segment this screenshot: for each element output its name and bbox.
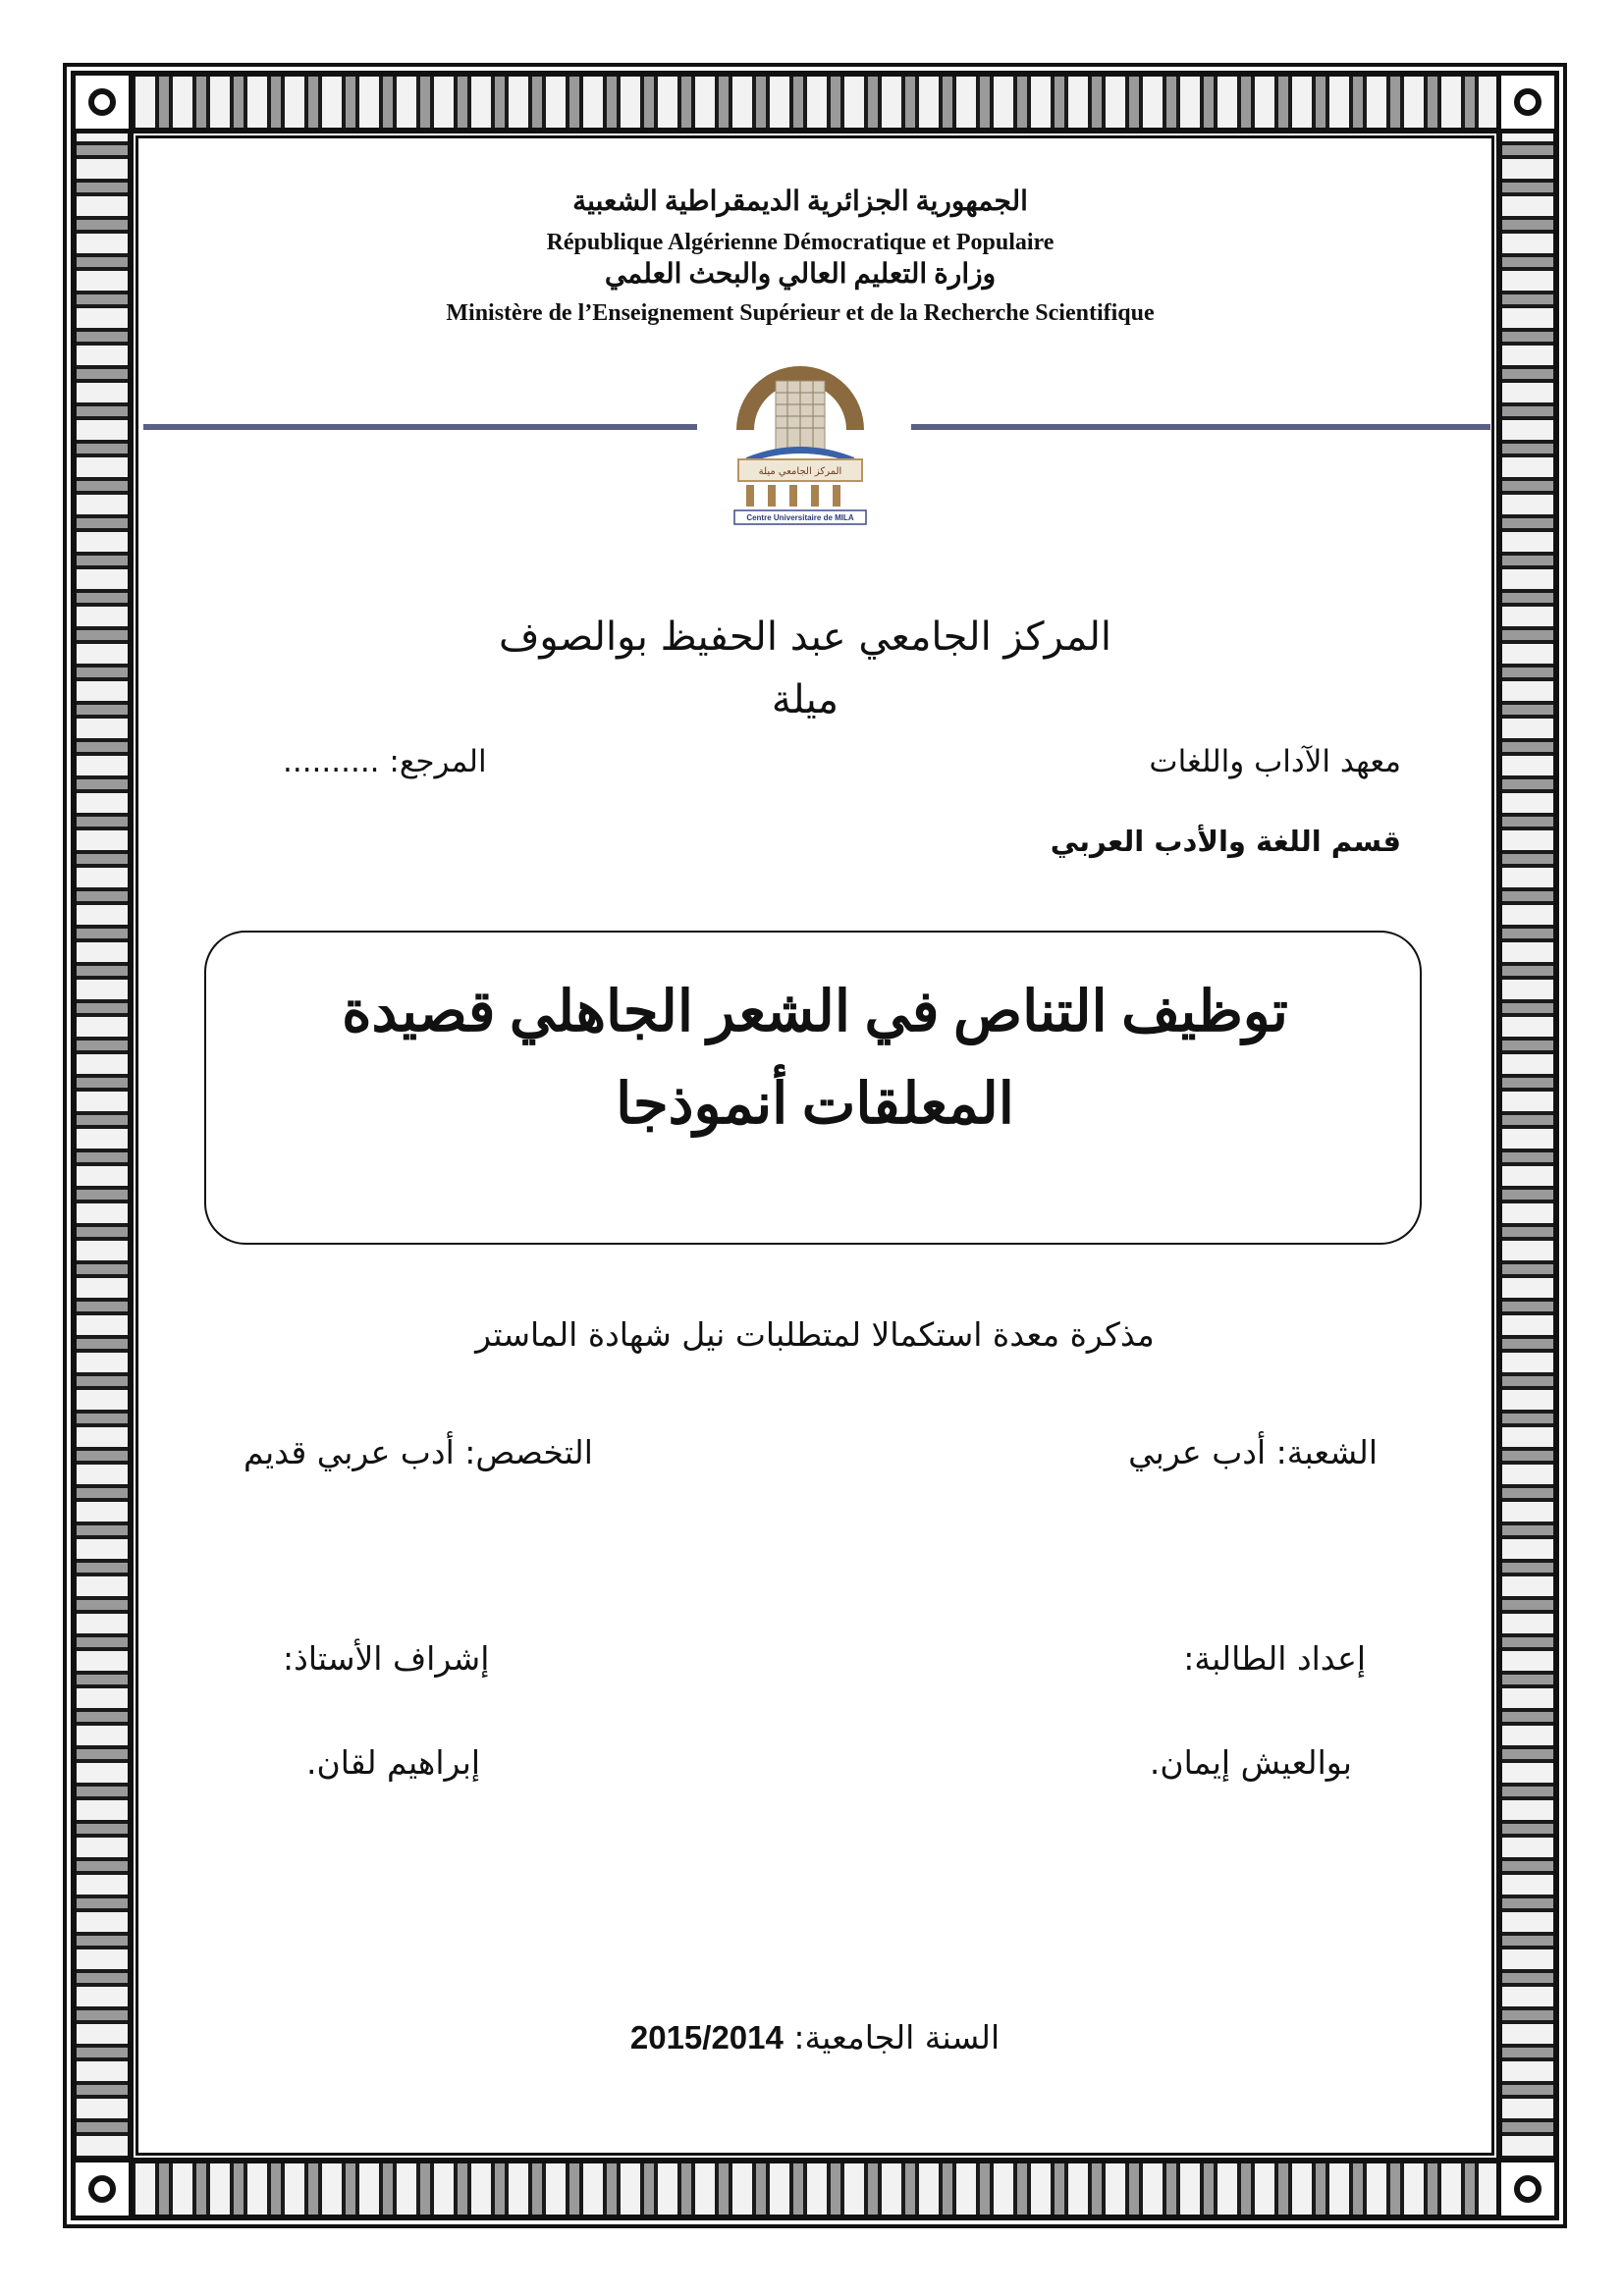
institute-name: معهد الآداب واللغات — [1149, 744, 1401, 779]
academic-year — [393, 2018, 1237, 2056]
city-name: ميلة — [771, 677, 839, 722]
thesis-title-line2: ﺍﻟﻤﻌﻠﻘﺎﺕ ﺃﻧﻤﻮﺫﺟﺎ — [616, 1072, 1014, 1136]
thesis-title-line1: ﺗﻮﻇﻴﻒ ﺍﻟﺘﻨﺎﺹ ﻓﻲ ﺍﻟﺸﻌﺮ ﺍﻟﺠﺎﻫﻠﻲ ﻗﺼﻴﺪﺓ — [342, 980, 1288, 1043]
department-name: قسم اللغة والأدب العربي — [1050, 825, 1401, 858]
border-chain-top — [71, 71, 1559, 133]
student-name: بوالعيش إيمان. — [1149, 1743, 1352, 1782]
branch-field: الشعبة: أدب عربي — [1128, 1433, 1378, 1471]
prepared-by-label: إعداد الطالبة: — [1183, 1639, 1366, 1678]
corner-ornament-icon — [71, 71, 134, 133]
corner-ornament-icon — [1496, 71, 1559, 133]
corner-ornament-icon — [1496, 2158, 1559, 2220]
republic-french: République Algérienne Démocratique et Populaire — [546, 230, 1055, 255]
memo-statement: مذكرة معدة استكمالا لمتطلبات نيل شهادة الماستر — [475, 1315, 1155, 1354]
reference-field: المرجع: .......... — [283, 744, 487, 779]
university-logo — [717, 342, 884, 528]
border-chain-bottom — [71, 2158, 1559, 2220]
center-name: المركز الجامعي عبد الحفيظ بوالصوف — [498, 614, 1112, 660]
republic-arabic: ﺍﻟﺠﻤﻬﻮﺭﻳﺔ ﺍﻟﺠﺰﺍﺋﺮﻳﺔ ﺍﻟﺪﻳﻤﻘﺮﺍﻃﻴﺔ ﺍﻟﺸﻌﺒﻴﺔ — [572, 187, 1028, 217]
header-divider-left — [143, 424, 697, 430]
corner-ornament-icon — [71, 2158, 134, 2220]
academic-year-label: السنة الجامعية: — [783, 2018, 1001, 2056]
supervisor-name: إبراهيم لقان. — [306, 1743, 481, 1782]
border-chain-right — [1496, 71, 1559, 2220]
supervisor-label: إشراف الأستاذ: — [283, 1639, 490, 1678]
specialty-field: التخصص: أدب عربي قديم — [243, 1433, 593, 1471]
header-divider-right — [911, 424, 1490, 430]
border-chain-left — [71, 71, 134, 2220]
logo-caption: Centre Universitaire de MILA — [746, 513, 854, 522]
logo-arabic-text: المركز الجامعي ميلة — [758, 466, 842, 477]
ministry-arabic: ﻭﺯﺍﺭﺓ ﺍﻟﺘﻌﻠﻴﻢ ﺍﻟﻌﺎﻟﻲ ﻭﺍﻟﺒﺤﺚ ﺍﻟﻌﻠﻤﻲ — [604, 259, 997, 290]
academic-year-value: 2015/2014 — [629, 2019, 784, 2056]
ministry-french: Ministère de l’Enseignement Supérieur et de la Recherche Scientifique — [446, 300, 1155, 326]
